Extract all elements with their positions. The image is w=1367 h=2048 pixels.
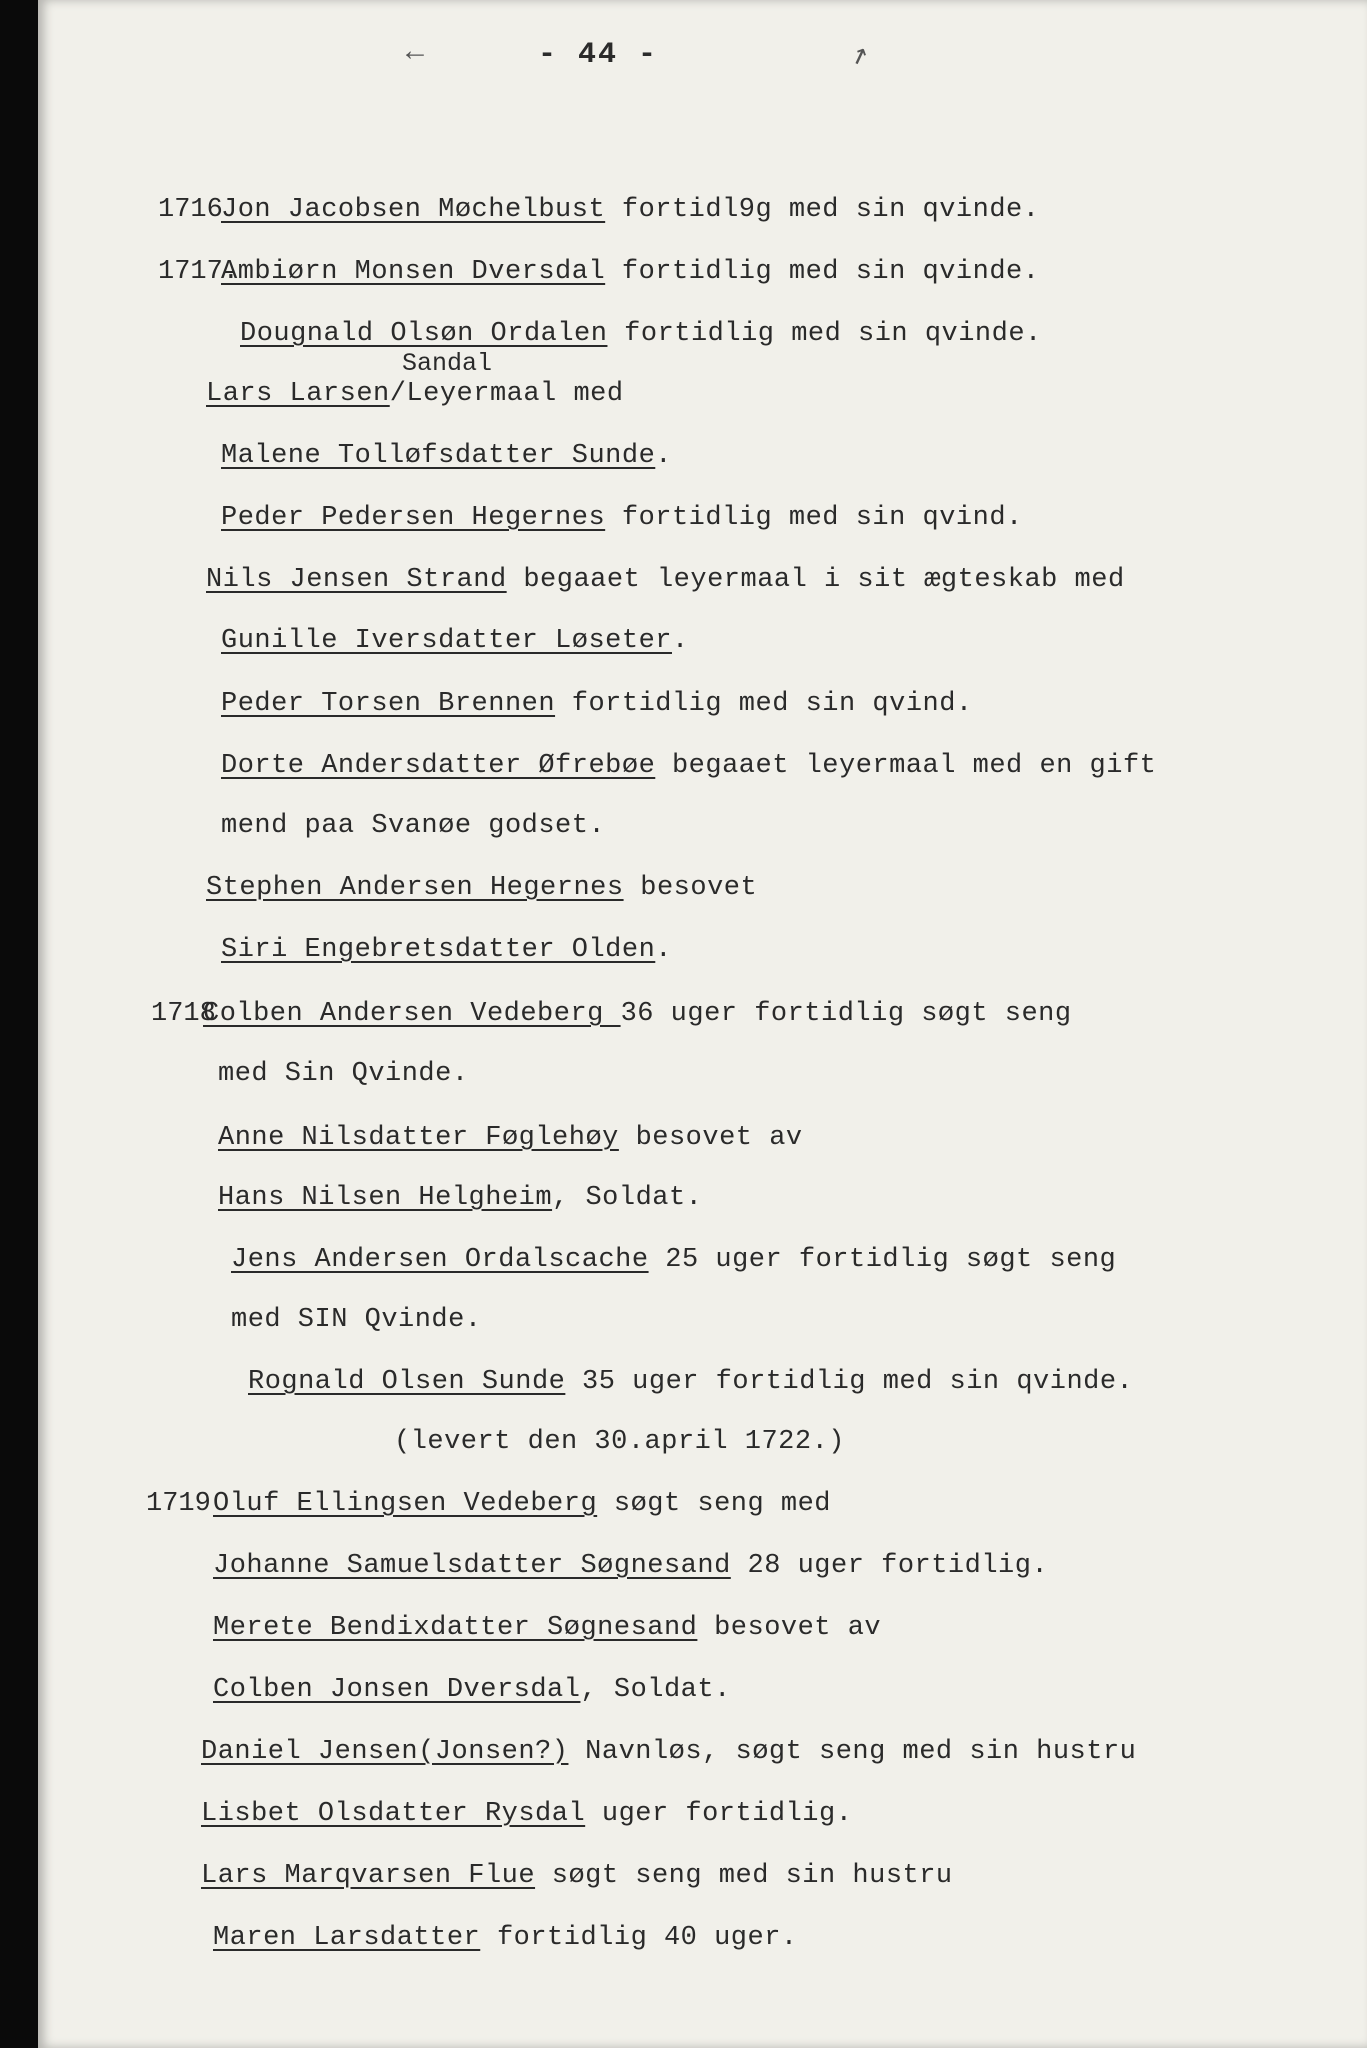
entry-line: [213, 1610, 881, 1646]
entry-name: Siri Engebretsdatter Olden: [221, 935, 656, 965]
entry-text: , Soldat.: [580, 1675, 731, 1705]
entry-line: [206, 870, 757, 906]
entry-name: Merete Bendixdatter Søgnesand: [213, 1613, 698, 1643]
entry-name: Lars Marqvarsen Flue: [201, 1861, 536, 1891]
entry-text: besovet av: [697, 1613, 882, 1643]
entry-name: Maren Larsdatter: [213, 1923, 481, 1953]
entry-name: Lars Larsen: [206, 379, 390, 409]
entry-line: [218, 1120, 803, 1156]
entry-year: 1717.: [158, 257, 240, 287]
page-number: - 44 -: [538, 38, 659, 72]
entry-line: [206, 562, 1125, 598]
entry-line: [203, 996, 1072, 1032]
entry-name: Malene Tolløfsdatter Sunde: [221, 441, 656, 471]
entry-line: [201, 1796, 852, 1832]
entry-text: begaaet leyermaal i sit ægteskab med: [506, 565, 1125, 595]
entry-text: 28 uger fortidlig.: [730, 1551, 1049, 1581]
entry-year: 1719: [146, 1489, 211, 1519]
entry-year: 1716: [158, 195, 223, 225]
entry-text: .: [655, 441, 672, 471]
entry-name: Colben Andersen Vedeberg: [203, 999, 621, 1029]
entry-line: [221, 500, 1023, 536]
entry-line: [221, 623, 689, 659]
entry-name: Dougnald Olsøn Ordalen: [240, 319, 608, 349]
entry-name: Lisbet Olsdatter Rysdal: [201, 1799, 586, 1829]
entry-line: [231, 1242, 1116, 1278]
entry-text: begaaet leyermaal med en gift: [655, 751, 1157, 781]
entry-text: fortidlig med sin qvinde.: [605, 257, 1040, 287]
entry-name: Colben Jonsen Dversdal: [213, 1675, 581, 1705]
pencil-mark-right: ↗: [845, 36, 874, 75]
entry-text: fortidlig med sin qvind.: [555, 689, 973, 719]
entry-name: Gunille Iversdatter Løseter: [221, 626, 672, 656]
entry-text: med Sin Qvinde.: [218, 1059, 469, 1089]
entry-text: 36 uger fortidlig søgt seng: [620, 999, 1072, 1029]
entry-line: [248, 1364, 1133, 1400]
pencil-mark-left: ←: [406, 36, 425, 70]
entry-text: mend paa Svanøe godset.: [221, 811, 606, 841]
entry-text: søgt seng med: [597, 1489, 832, 1519]
entry-name: Peder Pedersen Hegernes: [221, 503, 606, 533]
entry-line: [213, 1920, 798, 1956]
entry-line: [201, 1734, 1136, 1770]
document-page: [38, 0, 1367, 2048]
entry-name: Johanne Samuelsdatter Søgnesand: [213, 1551, 731, 1581]
entry-text: fortidlig med sin qvinde.: [607, 319, 1042, 349]
entry-name: Peder Torsen Brennen: [221, 689, 556, 719]
entry-line: [213, 1672, 731, 1708]
entry-line: [221, 254, 1039, 290]
entry-line: [206, 376, 624, 412]
entry-text: (levert den 30.april 1722.): [394, 1427, 845, 1457]
entry-name: Nils Jensen Strand: [206, 565, 507, 595]
entry-name: Oluf Ellingsen Vedeberg: [213, 1489, 598, 1519]
entry-line: [218, 1056, 469, 1092]
entry-line: [213, 1548, 1048, 1584]
entry-text: besovet: [623, 873, 758, 903]
entry-text: 35 uger fortidlig med sin qvinde.: [565, 1367, 1134, 1397]
entry-line: [221, 686, 973, 722]
entry-text: fortidlig 40 uger.: [480, 1923, 798, 1953]
entry-text: med SIN Qvinde.: [231, 1305, 482, 1335]
entry-name: Dorte Andersdatter Øfrebøe: [221, 751, 656, 781]
entry-text: .: [671, 626, 689, 656]
entry-name: Daniel Jensen(Jonsen?): [201, 1737, 569, 1767]
entry-text: 25 uger fortidlig søgt seng: [648, 1245, 1117, 1275]
entry-line: [213, 1486, 831, 1522]
entry-line: [218, 1180, 702, 1216]
entry-line: [231, 1302, 482, 1338]
entry-name: Jon Jacobsen Møchelbust: [221, 195, 606, 225]
entry-text: fortidl9g med sin qvinde.: [605, 195, 1040, 225]
entry-text: fortidlig med sin qvind.: [605, 503, 1023, 533]
entry-text: /Leyermaal med: [389, 379, 624, 409]
entry-year: 1718: [151, 999, 216, 1029]
entry-line: [201, 1858, 953, 1894]
interlinear-correction: Sandal: [402, 349, 493, 378]
entry-text: søgt seng med sin hustru: [535, 1861, 953, 1891]
entry-text: Navnløs, søgt seng med sin hustru: [568, 1737, 1137, 1767]
entry-line: [221, 748, 1156, 784]
entry-name: Rognald Olsen Sunde: [248, 1367, 566, 1397]
entry-name: Anne Nilsdatter Føglehøy: [218, 1123, 619, 1153]
entry-line: [240, 316, 1042, 352]
entry-line: [221, 438, 672, 474]
entry-line: [221, 192, 1039, 228]
entry-line: [221, 932, 672, 968]
entry-line: [221, 808, 605, 844]
entry-text: , Soldat.: [552, 1183, 703, 1213]
entry-text: uger fortidlig.: [585, 1799, 853, 1829]
entry-name: Hans Nilsen Helgheim: [218, 1183, 553, 1213]
entry-text: besovet av: [618, 1123, 803, 1153]
entry-text: .: [655, 935, 672, 965]
entry-name: Ambiørn Monsen Dversdal: [221, 257, 606, 287]
entry-name: Stephen Andersen Hegernes: [206, 873, 624, 903]
entry-line: [394, 1424, 845, 1460]
entry-name: Jens Andersen Ordalscache: [231, 1245, 649, 1275]
